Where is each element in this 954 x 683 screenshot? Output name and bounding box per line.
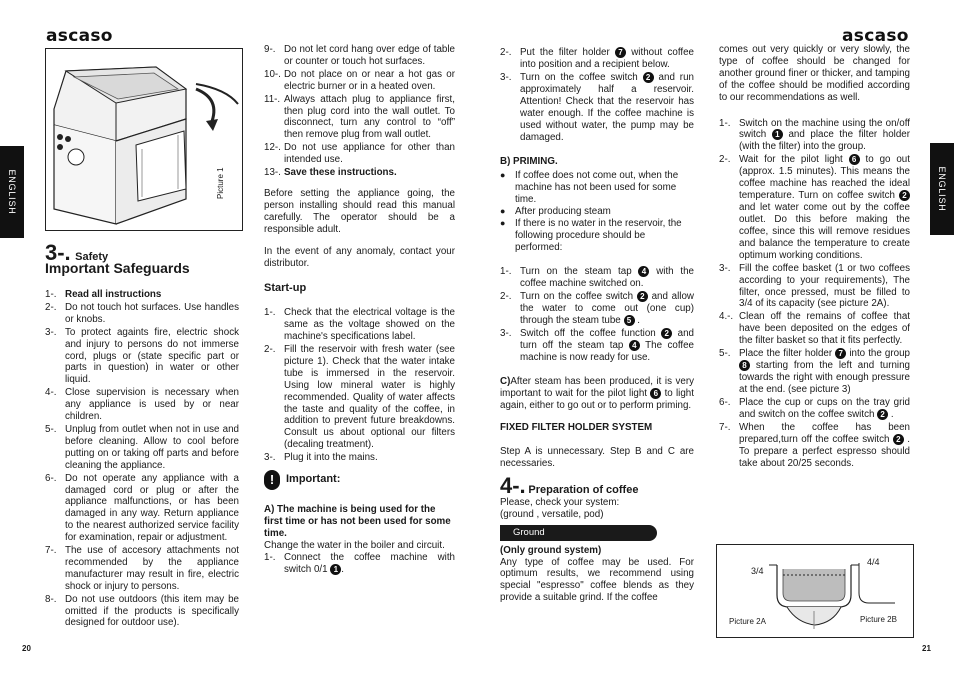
important-a-title: A) The machine is being used for the first time or has not been used for some time.	[264, 504, 451, 539]
list-item	[264, 69, 455, 93]
bullet-icon: ●	[500, 217, 506, 228]
item-text: Do not use appliance for other than intended use.	[284, 142, 455, 166]
priming-steps	[500, 266, 694, 364]
item-text: Close supervision is necessary when any appliance is used by or near children.	[65, 387, 239, 423]
list-item	[500, 291, 694, 327]
item-number: 2-.	[45, 301, 57, 313]
item-text: Place the filter holder 7 into the group 8 starting from the left and turning towards the right with enough pressure at the end. (see picture 3)	[739, 348, 910, 395]
list-item	[45, 302, 239, 326]
list-item	[45, 289, 239, 301]
list-item	[264, 307, 455, 343]
badge-icon: 5	[624, 315, 635, 326]
list-item	[719, 422, 910, 470]
item-number: 6-.	[45, 472, 57, 484]
safeguards-continued-list	[264, 44, 455, 179]
section-4-types: (ground , versatile, pod)	[500, 508, 604, 520]
list-item	[45, 473, 239, 544]
item-number: 12-.	[264, 142, 281, 154]
badge-icon: 8	[739, 360, 750, 371]
item-text: Do not use outdoors (this item may be omitted if the products is specifically designed for outdoor use).	[65, 593, 239, 629]
item-number: 7-.	[719, 421, 731, 433]
list-item	[500, 47, 694, 71]
list-item	[500, 72, 694, 144]
list-item	[719, 397, 910, 421]
item-number: 8-.	[45, 593, 57, 605]
item-text: Do not let cord hang over edge of table or counter or touch hot surfaces.	[284, 44, 455, 67]
brand-logo-right: ascaso	[842, 26, 909, 46]
item-number: 7-.	[45, 545, 57, 557]
bullet-item	[500, 218, 694, 254]
list-item	[264, 167, 455, 179]
only-ground-text: Any type of coffee may be used. For optimum results, we recommend using special "espresso" coffee blends as they provide a suitable grind. If the coffee	[500, 556, 694, 604]
item-text: Switch on the machine using the on/off switch 1 and place the filter holder (with the filter) into the group.	[739, 117, 910, 153]
right-column-2	[719, 44, 910, 470]
grind-paragraph: comes out very quickly or very slowly, the type of coffee should be changed for another ground finer or thicker, and tamping of the coffee should be modified according to our recommendations as well.	[719, 44, 910, 103]
list-item	[45, 545, 239, 593]
item-text: Read all instructions	[65, 289, 162, 300]
badge-icon: 2	[877, 409, 888, 420]
item-text: Fill the reservoir with fresh water (see picture 1). Check that the water intake tube is immersed in the reservoir. Using low mineral water is highly recommended. Quality of water affects the taste and quality of the coffee, in addition to prevent future breakdowns. Consult us about optional our filters (decaling treatment).	[284, 344, 455, 451]
item-number: 10-.	[264, 68, 281, 80]
only-ground-label: (Only ground system)	[500, 544, 602, 556]
section-4-heading	[500, 472, 694, 498]
fill-level-three-quarters: 3/4	[751, 566, 764, 576]
list-item	[264, 94, 455, 142]
list-item	[264, 344, 455, 451]
item-number: 5-.	[45, 423, 57, 435]
item-number: 4-.	[45, 387, 57, 399]
item-number: 11-.	[264, 93, 281, 105]
list-item	[719, 154, 910, 261]
startup-heading: Start-up	[264, 282, 307, 295]
language-tab-right	[930, 143, 954, 235]
list-item	[500, 328, 694, 364]
picture-2b-caption: Picture 2B	[860, 615, 897, 624]
setting-paragraph: Before setting the appliance going, the person installing should read this manual carefully. The operator should be a responsible adult.	[264, 187, 455, 235]
ground-system-bar: Ground	[500, 525, 657, 541]
picture-1-frame	[45, 48, 243, 231]
warning-icon: !	[264, 470, 280, 490]
language-tab-label: ENGLISH	[7, 169, 17, 215]
important-step-1: 1-. Connect the coffee machine with switch 0/1 1 .	[264, 551, 455, 575]
bullet-icon: ●	[500, 170, 506, 181]
item-number: 3-.	[45, 326, 57, 338]
language-tab-left	[0, 146, 24, 238]
item-text: Unplug from outlet when not in use and before cleaning. Allow to cool before putting on or taking off parts and before cleaning the appliance.	[65, 423, 239, 471]
startup-list	[264, 307, 455, 464]
list-item	[264, 452, 455, 464]
coffee-machine-illustration	[46, 49, 242, 230]
priming-heading: B) PRIMING.	[500, 156, 558, 168]
item-text: Turn on the coffee switch 2 and run approximately half a reservoir. Attention! Check that the reservoir has water enough. If the coffee machine is used without water, the pump may be damaged.	[520, 72, 694, 143]
bullet-icon: ●	[500, 206, 506, 217]
item-number: 3-.	[500, 71, 512, 83]
item-number: 3-.	[500, 327, 512, 339]
bullet-item	[500, 170, 694, 206]
important-block	[264, 470, 455, 490]
item-text: The use of accesory attachments not recommended by the appliance manufacturer may result in fire, electric shock or injury to persons.	[65, 545, 239, 592]
item-text: Clean off the remains of coffee that have been deposited on the edges of the filter basket so that it fits perfectly.	[739, 311, 910, 347]
item-text: Plug it into the mains.	[284, 452, 378, 464]
badge-icon: 4	[629, 340, 640, 351]
badge-icon: 1	[330, 564, 341, 575]
page-number-left: 20	[22, 644, 31, 653]
safeguards-list	[45, 289, 239, 630]
item-text: Fill the coffee basket (1 or two coffees according to your requirements), The filter, once pressed, must be filled to 3/4 of its capacity (see picture 2A).	[739, 262, 910, 310]
item-number: 2-.	[500, 290, 512, 302]
item-text: Do not place on or near a hot gas or electric burner or in a heated oven.	[284, 68, 455, 92]
bullet-text: If there is no water in the reservoir, the following procedure should be performed:	[515, 217, 682, 253]
item-number: 6-.	[719, 396, 731, 408]
list-item	[719, 348, 910, 396]
item-number: 1-.	[264, 307, 276, 319]
bullet-item	[500, 206, 694, 218]
item-text: Do not touch hot surfaces. Use handles or knobs.	[65, 301, 239, 325]
item-number: 1-.	[45, 289, 57, 300]
right-column-1	[500, 47, 694, 610]
section-4-title: Preparation of coffee	[528, 483, 639, 496]
item-text: To protect againts fire, electric shock and injury to persons do not immerse cord, plugs or (state specific part or parts in question) in water or other liquid.	[65, 326, 239, 386]
item-text: Put the filter holder 7 without coffee into position and a recipient below.	[520, 47, 694, 70]
item-number: 2-.	[719, 154, 731, 166]
list-item	[719, 263, 910, 311]
important-a-text: Change the water in the boiler and circuit.	[264, 539, 445, 551]
c-paragraph: C)After steam has been produced, it is very important to wait for the pilot light 6 to light again, either to go out or to perform priming.	[500, 376, 694, 412]
item-number: 3-.	[264, 452, 276, 464]
section-3-title: Important Safeguards	[45, 260, 190, 276]
priming-bullets	[500, 170, 694, 253]
badge-icon: 1	[772, 129, 783, 140]
section-4-intro: Please, check your system:	[500, 496, 620, 508]
fixed-filter-text: Step A is unnecessary. Step B and C are necessaries.	[500, 446, 694, 470]
page-number-right: 21	[922, 644, 931, 653]
badge-icon: 6	[849, 154, 860, 165]
picture-1-caption: Picture 1	[216, 167, 225, 199]
anomaly-paragraph: In the event of any anomaly, contact your distributor.	[264, 245, 455, 269]
steps-a-list	[500, 47, 694, 143]
section-4-number: 4-.	[500, 472, 526, 498]
list-item	[264, 142, 455, 166]
item-text: Turn on the coffee switch 2 and allow the water to come out (one cup) through the steam tube 5 .	[520, 290, 694, 326]
item-number: 2-.	[500, 47, 512, 58]
list-item	[45, 424, 239, 472]
badge-icon: 2	[637, 291, 648, 302]
item-text: Wait for the pilot light 6 to go out (approx. 1.5 minutes). This means the coffee machine has reached the ideal temperature. Turn on coffee switch 2 and let water come out by the coffee outlet. Do this before making the coffee, since this will remove residues and balance the temperature to create optimum working conditions.	[739, 154, 910, 261]
item-number: 9-.	[264, 44, 276, 55]
section-3-small-title: Safety	[75, 251, 109, 263]
bullet-text: After producing steam	[515, 206, 611, 218]
item-text: Turn on the steam tap 4 with the coffee machine switched on.	[520, 265, 694, 289]
badge-icon: 2	[893, 434, 904, 445]
bullet-text: If coffee does not come out, when the machine has not been used for some time.	[515, 170, 679, 206]
left-column-2	[264, 44, 455, 577]
item-number: 3-.	[719, 262, 731, 274]
item-number: 2-.	[264, 344, 276, 356]
coffee-steps	[719, 118, 910, 470]
item-text: Save these instructions.	[284, 167, 397, 179]
item-text: Switch off the coffee function 2 and turn off the steam tap 4 The coffee machine is now ready for use.	[520, 327, 694, 363]
list-item	[45, 327, 239, 387]
fill-level-full: 4/4	[867, 557, 880, 567]
fixed-filter-heading: FIXED FILTER HOLDER SYSTEM	[500, 422, 653, 434]
badge-icon: 4	[638, 266, 649, 277]
item-number: 1-.	[500, 265, 512, 277]
list-item	[264, 44, 455, 68]
list-item	[719, 118, 910, 154]
list-item	[719, 311, 910, 347]
item-text: Place the cup or cups on the tray grid and switch on the coffee switch 2 .	[739, 396, 910, 420]
badge-icon: 7	[835, 348, 846, 359]
badge-icon: 7	[615, 47, 626, 58]
language-tab-label: ENGLISH	[937, 166, 947, 212]
picture-2a-caption: Picture 2A	[729, 617, 766, 626]
badge-icon: 2	[899, 190, 910, 201]
item-text: Check that the electrical voltage is the same as the voltage showed on the machine's specifications label.	[284, 307, 455, 343]
section-3-number: 3-.	[45, 240, 71, 265]
item-text: Do not operate any appliance with a damaged cord or plug or after the appliance malfunctions, or has been damaged in any way. Return appliance to the nearest authorized service facility for examination, repair or adjustment.	[65, 472, 239, 544]
list-item	[500, 266, 694, 290]
item-number: 5-.	[719, 348, 731, 360]
item-text: Always attach plug to appliance first, then plug cord into the wall outlet. To disconnect, turn any control to “off” then remove plug from wall outlet.	[284, 93, 455, 141]
list-item	[45, 594, 239, 630]
badge-icon: 2	[661, 328, 672, 339]
badge-icon: 2	[643, 72, 654, 83]
item-text: When the coffee has been prepared,turn off the coffee switch 2 . To prepare a perfect espresso should take about 20/25 seconds.	[739, 421, 910, 469]
brand-logo-left: ascaso	[46, 26, 113, 46]
badge-icon: 6	[650, 388, 661, 399]
item-number: 1-.	[719, 117, 731, 129]
picture-2-frame	[716, 544, 914, 638]
list-item	[45, 387, 239, 423]
item-number: 4.-.	[719, 311, 734, 323]
item-number: 13-.	[264, 167, 281, 179]
important-label: Important:	[286, 473, 341, 486]
